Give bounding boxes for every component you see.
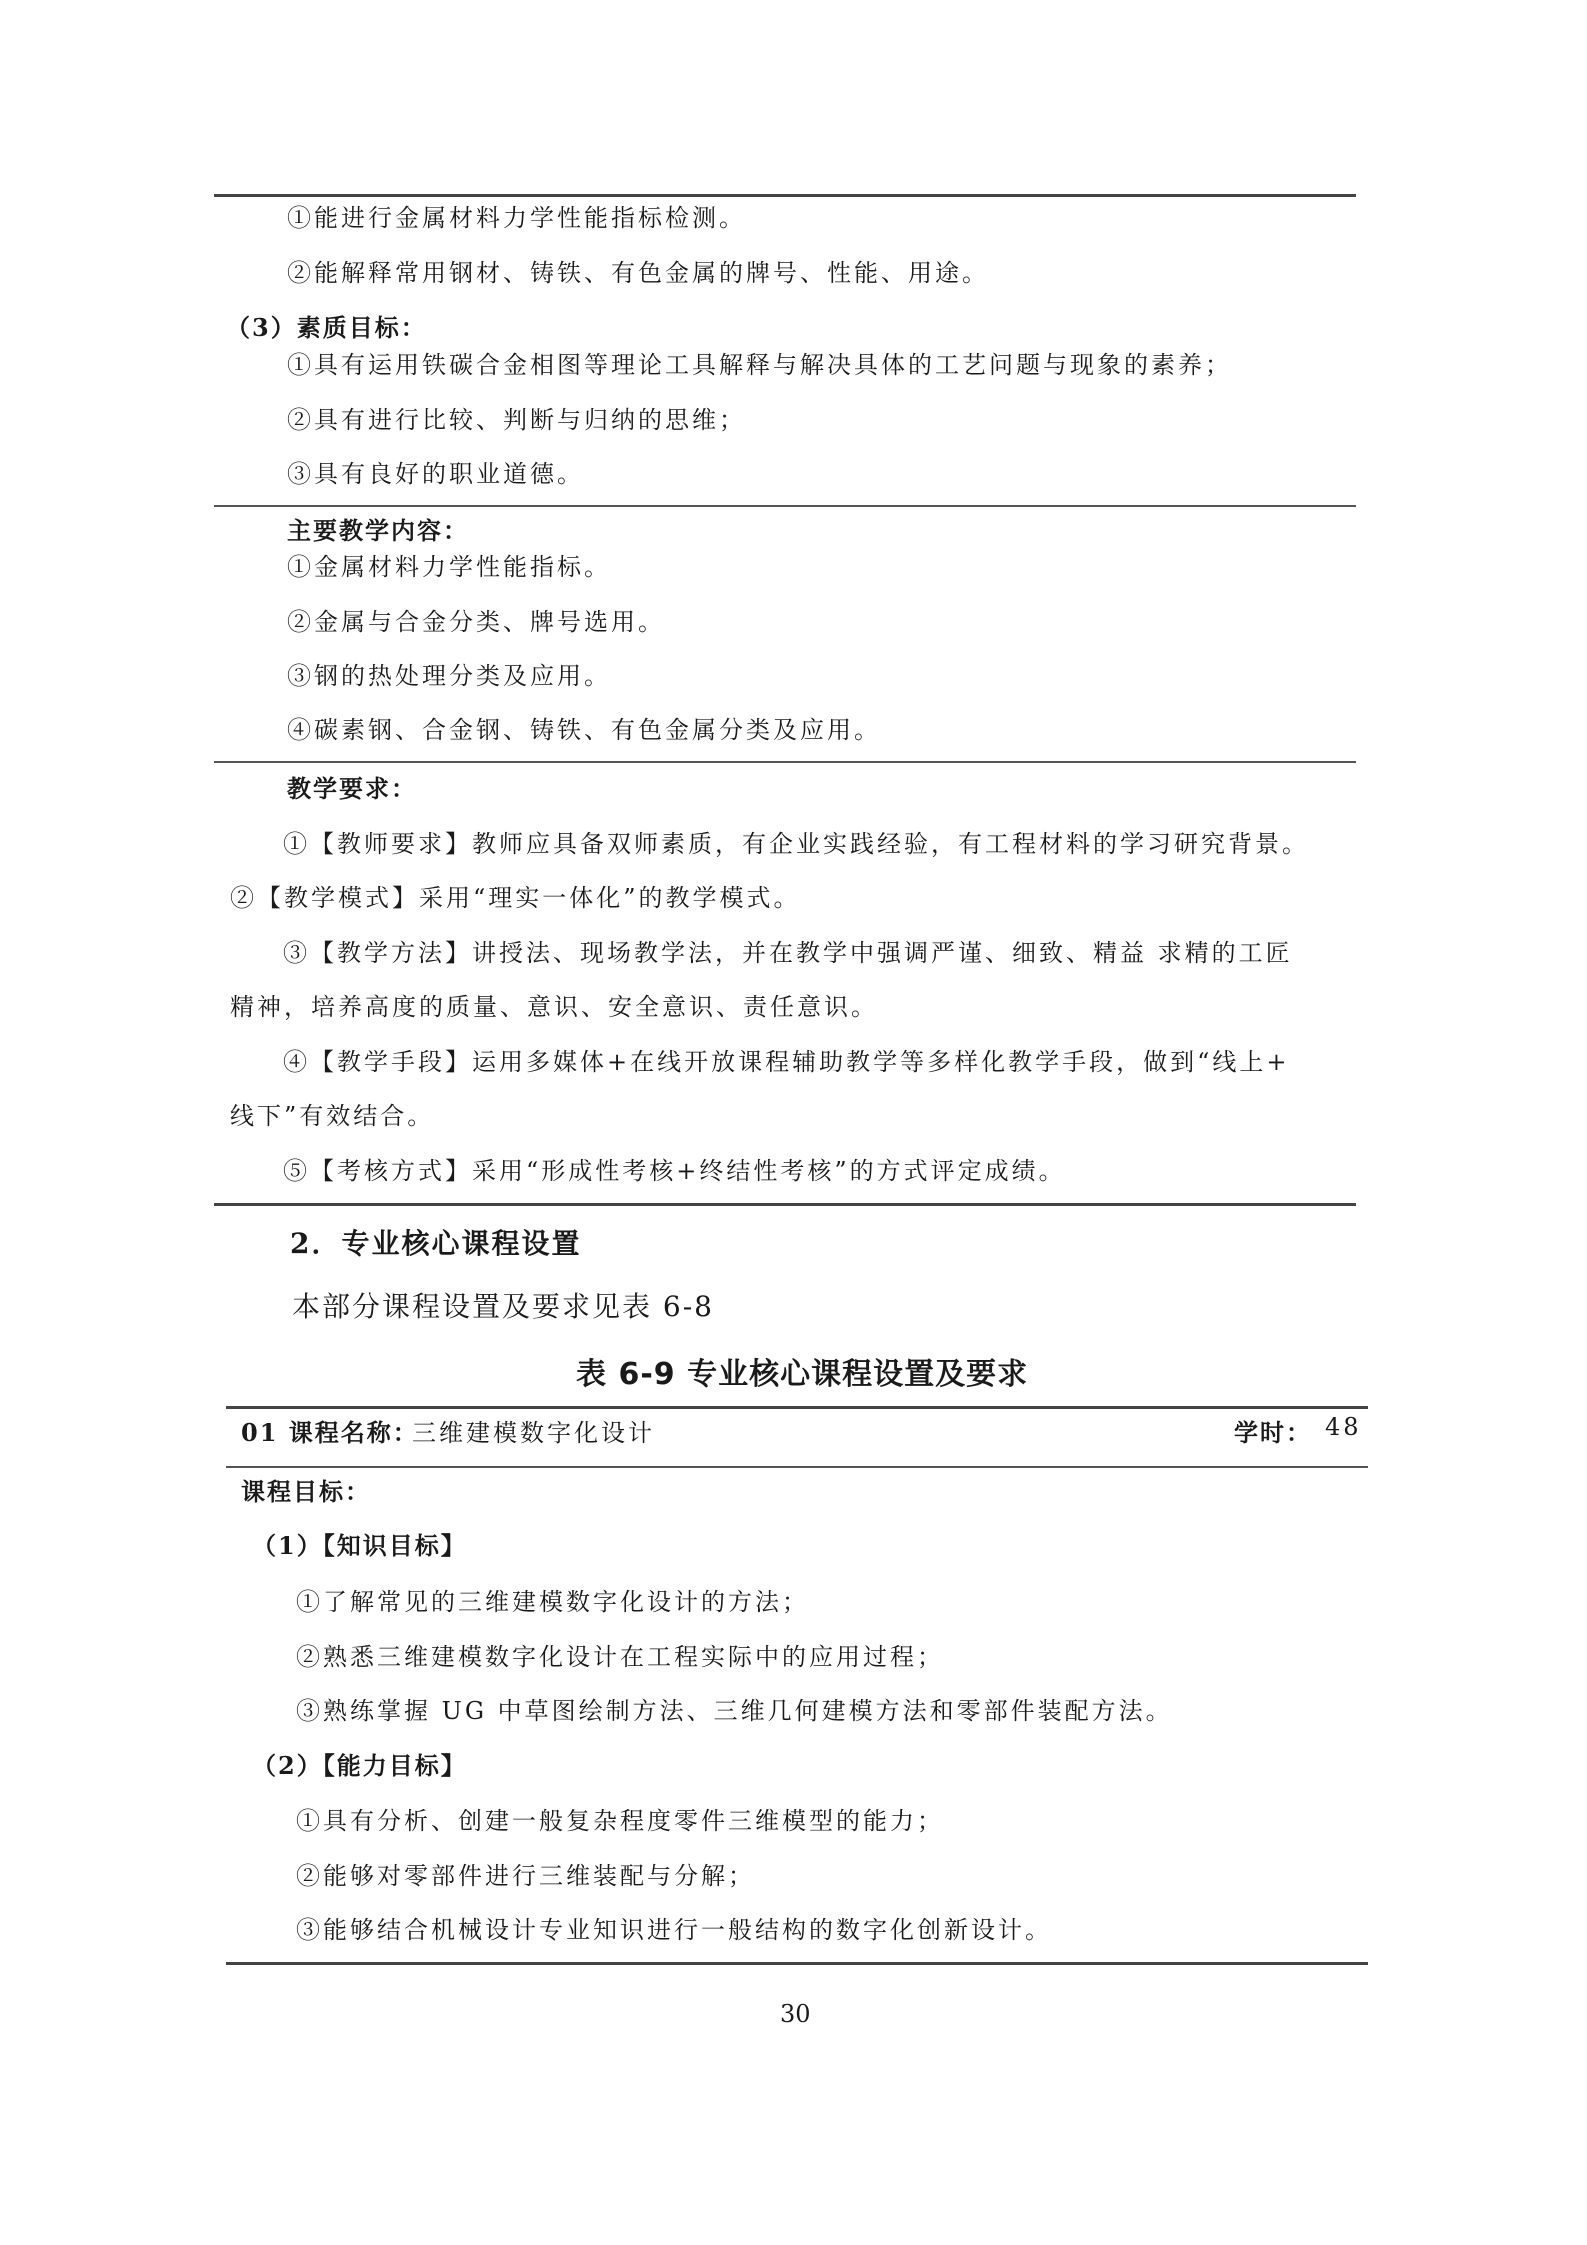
knowledge-item: ①了解常见的三维建模数字化设计的方法； xyxy=(296,1588,809,1616)
ability-item: ①能进行金属材料力学性能指标检测。 xyxy=(287,204,746,232)
requirement-line: ②【教学模式】采用“理实一体化”的教学模式。 xyxy=(230,884,801,912)
objectives-heading: 课程目标： xyxy=(241,1477,371,1506)
requirement-line: ④【教学手段】运用多媒体+在线开放课程辅助教学等多样化教学手段，做到“线上+ xyxy=(283,1048,1290,1076)
quality-item: ②具有进行比较、判断与归纳的思维； xyxy=(287,406,746,434)
requirements-heading: 教学要求： xyxy=(287,774,417,803)
ability-item: ②能解释常用钢材、铸铁、有色金属的牌号、性能、用途。 xyxy=(287,259,989,287)
course-table-top-border xyxy=(226,1406,1368,1409)
course-name: 三维建模数字化设计 xyxy=(412,1419,655,1447)
content-item: ①金属材料力学性能指标。 xyxy=(287,553,611,581)
course-table-bottom-border xyxy=(226,1962,1368,1965)
row-divider xyxy=(214,761,1356,763)
page-number: 30 xyxy=(780,2000,811,2028)
section-intro: 本部分课程设置及要求见表 6-8 xyxy=(292,1290,714,1323)
requirement-line: 精神，培养高度的质量、意识、安全意识、责任意识。 xyxy=(230,993,878,1021)
course-label: 01 课程名称： xyxy=(241,1418,419,1447)
knowledge-item: ②熟悉三维建模数字化设计在工程实际中的应用过程； xyxy=(296,1643,944,1671)
requirement-line: ①【教师要求】教师应具备双师素质，有企业实践经验，有工程材料的学习研究背景。 xyxy=(283,830,1309,858)
table-bottom-border xyxy=(214,1203,1356,1206)
content-heading: 主要教学内容： xyxy=(287,516,469,545)
requirement-line: 线下”有效结合。 xyxy=(230,1102,435,1130)
knowledge-item: ③熟练掌握 UG 中草图绘制方法、三维几何建模方法和零部件装配方法。 xyxy=(296,1697,1173,1725)
knowledge-heading: （1）【知识目标】 xyxy=(252,1531,467,1560)
content-item: ④碳素钢、合金钢、铸铁、有色金属分类及应用。 xyxy=(287,716,881,744)
ability-item: ①具有分析、创建一般复杂程度零件三维模型的能力； xyxy=(296,1807,944,1835)
content-item: ③钢的热处理分类及应用。 xyxy=(287,662,611,690)
ability-item: ②能够对零部件进行三维装配与分解； xyxy=(296,1862,755,1890)
row-divider xyxy=(226,1466,1368,1468)
content-item: ②金属与合金分类、牌号选用。 xyxy=(287,608,665,636)
table-top-border xyxy=(214,194,1356,197)
ability-item: ③能够结合机械设计专业知识进行一般结构的数字化创新设计。 xyxy=(296,1916,1052,1944)
section-heading: 2．专业核心课程设置 xyxy=(290,1227,582,1260)
requirement-line: ③【教学方法】讲授法、现场教学法，并在教学中强调严谨、细致、精益 求精的工匠 xyxy=(283,939,1293,967)
hours-value: 48 xyxy=(1325,1413,1362,1441)
table-caption: 表 6-9 专业核心课程设置及要求 xyxy=(576,1357,1029,1392)
requirement-line: ⑤【考核方式】采用“形成性考核+终结性考核”的方式评定成绩。 xyxy=(283,1157,1066,1185)
row-divider xyxy=(214,505,1356,507)
quality-item: ③具有良好的职业道德。 xyxy=(287,460,584,488)
quality-heading: （3）素质目标： xyxy=(226,313,427,342)
ability-heading: （2）【能力目标】 xyxy=(252,1751,467,1780)
quality-item: ①具有运用铁碳合金相图等理论工具解释与解决具体的工艺问题与现象的素养； xyxy=(287,351,1232,379)
hours-label: 学时： xyxy=(1234,1418,1312,1447)
